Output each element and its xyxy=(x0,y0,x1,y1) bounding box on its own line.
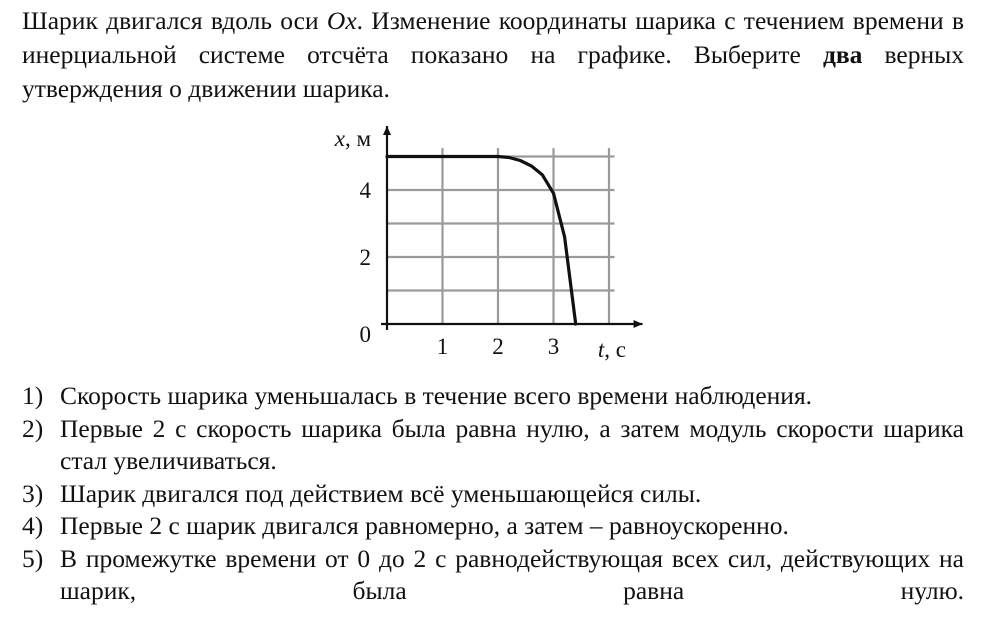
y-tick-label: 4 xyxy=(359,178,371,203)
origin-label: 0 xyxy=(359,322,371,347)
option-number: 4) xyxy=(22,511,44,540)
y-axis-label: x, м xyxy=(334,126,371,151)
y-tick-label: 2 xyxy=(359,245,371,270)
option-1[interactable] xyxy=(22,380,964,413)
x-tick-label: 3 xyxy=(547,334,560,359)
option-text: Первые 2 с скорость шарика была равна нулю, а затем модуль скорости шарика стал увеличиваться. xyxy=(60,413,964,475)
option-number: 3) xyxy=(22,478,44,508)
option-number: 1) xyxy=(22,381,44,410)
option-3[interactable] xyxy=(22,478,964,511)
data-curve xyxy=(387,157,576,325)
axis-name: Ox xyxy=(326,6,357,35)
answer-options xyxy=(22,380,964,608)
grid-lines xyxy=(387,148,615,324)
x-tick-label: 1 xyxy=(436,334,449,359)
intro-text-1: Шарик двигался вдоль оси xyxy=(22,6,327,35)
option-text: Скорость шарика уменьшалась в течение всего времени наблюдения. xyxy=(60,381,813,410)
intro-bold-word: два xyxy=(822,40,863,69)
intro-text-3: верных утверждения о движении шарика. xyxy=(22,40,964,103)
option-2[interactable] xyxy=(22,413,964,478)
option-number: 2) xyxy=(22,413,44,443)
option-text: Шарик двигался под действием всё уменьшающейся силы. xyxy=(60,478,702,508)
problem-statement xyxy=(22,4,964,106)
option-4[interactable] xyxy=(22,510,964,543)
x-tick-label: 2 xyxy=(492,334,504,359)
coordinate-time-graph xyxy=(300,112,670,370)
option-text: В промежутке времени от 0 до 2 с равнодействующая всех сил, действующих на шарик, была равна нулю. xyxy=(60,543,964,605)
series-line xyxy=(387,157,576,325)
tick-labels xyxy=(334,126,626,362)
intro-text-2: . Изменение координаты шарика с течением времени в инерциальной системе отсчёта показано на графике. Выберите xyxy=(22,6,964,69)
x-axis-label: t, с xyxy=(597,337,627,362)
option-5[interactable] xyxy=(22,543,964,608)
option-number: 5) xyxy=(22,543,44,573)
option-text: Первые 2 с шарик двигался равномерно, а затем – равноускоренно. xyxy=(60,511,789,540)
